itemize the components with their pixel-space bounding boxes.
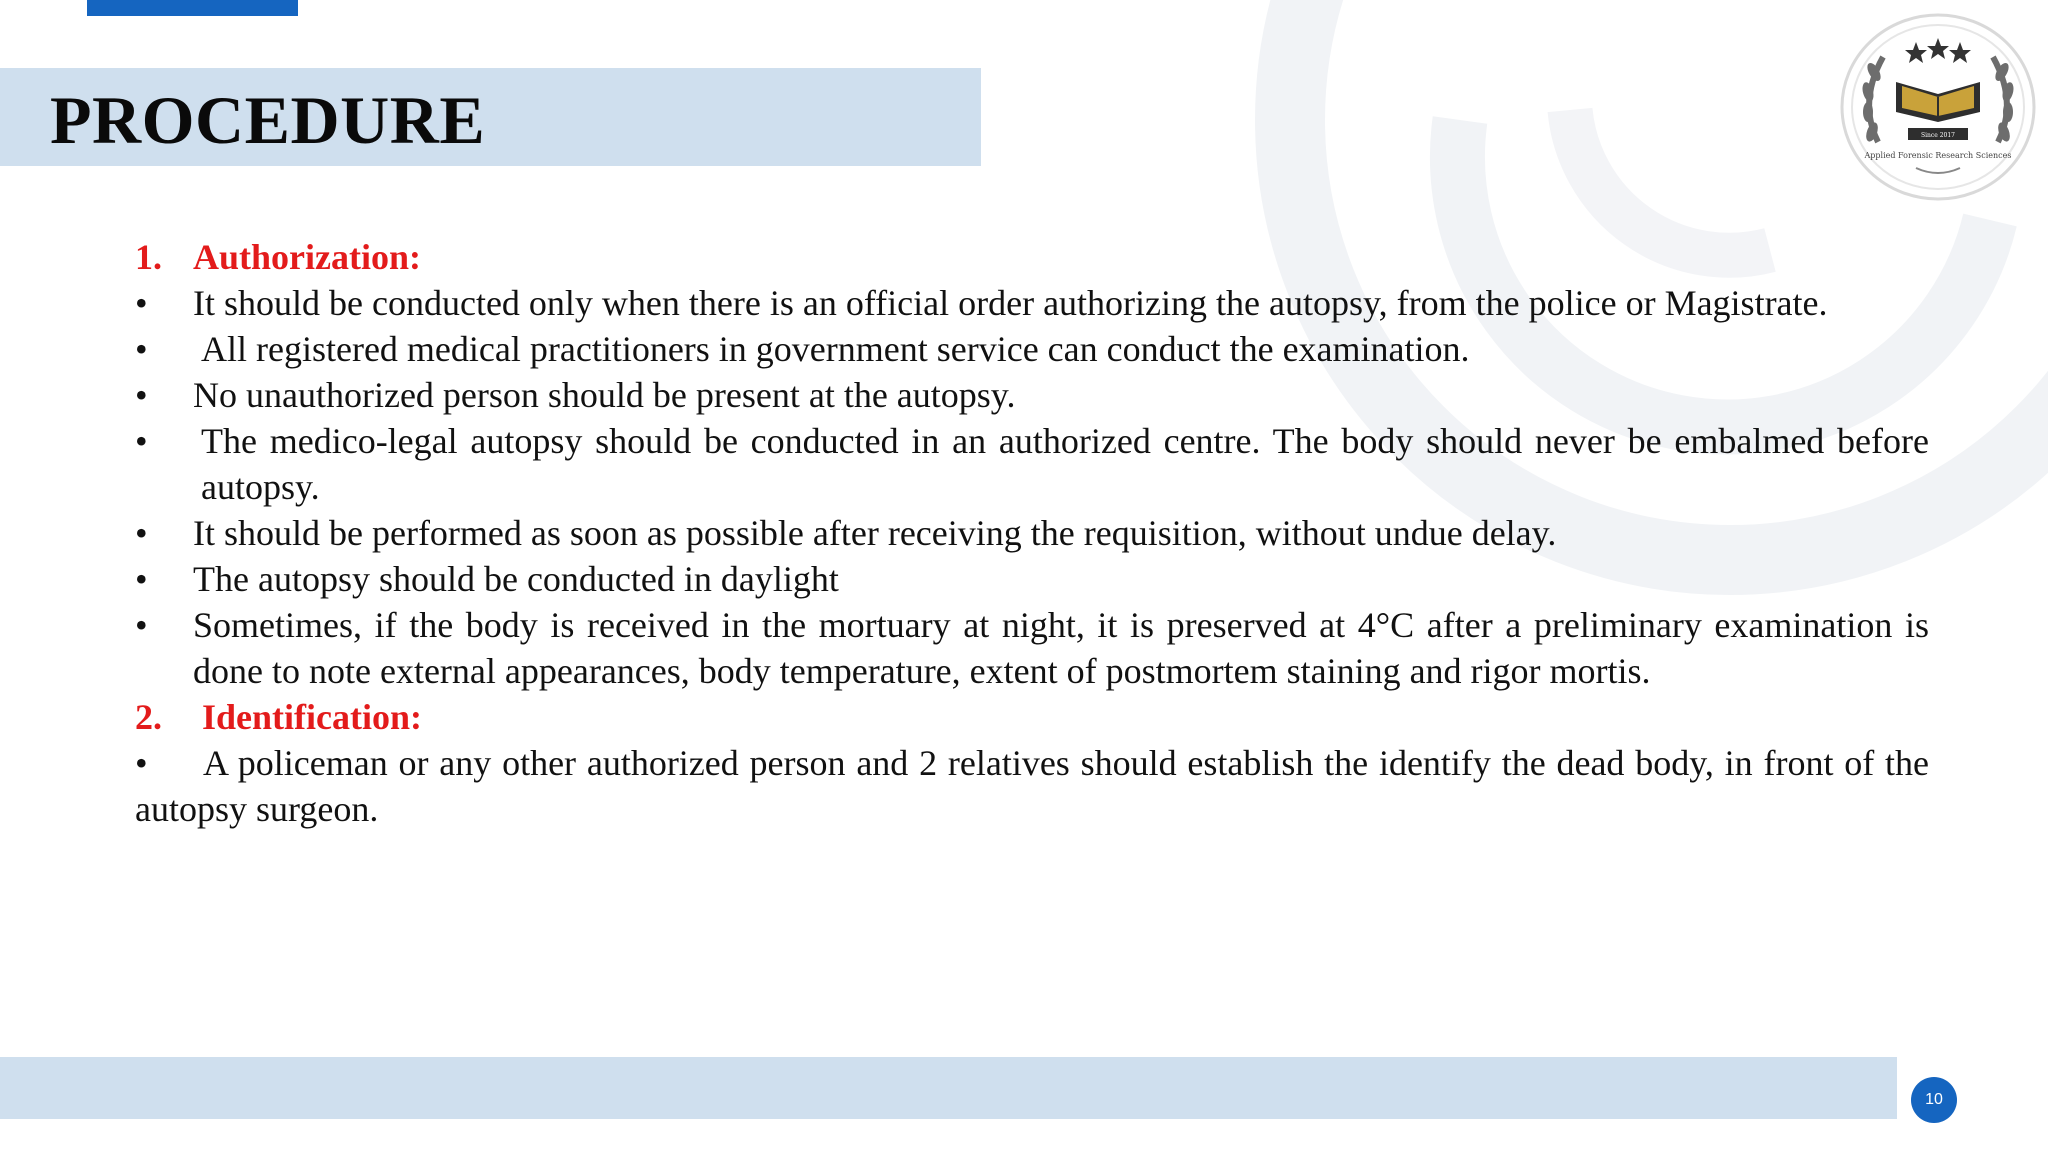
procedure-content [135, 234, 1929, 832]
section-number: 1. [135, 237, 162, 277]
top-accent-bar [87, 0, 298, 16]
bullet-icon: • [135, 743, 148, 783]
bullet-icon: • [135, 605, 148, 645]
list-item [135, 418, 1929, 510]
list-item [135, 740, 1929, 832]
page-number-badge: 10 [1911, 1077, 1957, 1123]
bullet-icon: • [135, 559, 148, 599]
bullet-icon: • [135, 513, 148, 553]
list-item [135, 280, 1929, 326]
list-item [135, 326, 1929, 372]
list-item [135, 602, 1929, 694]
list-item-text: Sometimes, if the body is received in the mortuary at night, it is preserved at 4°C after a preliminary examination is done to note external appearances, body temperature, extent of postmortem staining and rigor mortis. [193, 605, 1929, 691]
section-heading-authorization [135, 234, 1929, 280]
section-heading-identification [135, 694, 1929, 740]
list-item-text: The medico-legal autopsy should be conducted in an authorized centre. The body should never be embalmed before autopsy. [201, 421, 1929, 507]
list-item-text: All registered medical practitioners in government service can conduct the examination. [201, 329, 1470, 369]
footer-band [0, 1057, 1897, 1119]
section-heading-text: Authorization: [193, 237, 421, 277]
section-number: 2. [135, 697, 162, 737]
list-item [135, 510, 1929, 556]
bullet-icon: • [135, 375, 148, 415]
section-heading-text: Identification: [202, 697, 422, 737]
list-item [135, 556, 1929, 602]
bullet-icon: • [135, 283, 148, 323]
academy-logo-icon [1838, 12, 2038, 202]
list-item-text: It should be conducted only when there is an official order authorizing the autopsy, from the police or Magistrate. [193, 283, 1828, 323]
list-item-text: A policeman or any other authorized person and 2 relatives should establish the identify the dead body, in front of the autopsy surgeon. [135, 743, 1929, 829]
bullet-icon: • [135, 421, 148, 461]
bullet-icon: • [135, 329, 148, 369]
list-item-text: No unauthorized person should be present at the autopsy. [193, 375, 1016, 415]
list-item-text: It should be performed as soon as possible after receiving the requisition, without undue delay. [193, 513, 1557, 553]
logo-since-text: Since 2017 [1921, 132, 1955, 139]
list-item-text: The autopsy should be conducted in daylight [193, 559, 839, 599]
slide-title: PROCEDURE [50, 82, 486, 158]
logo-name-text: Applied Forensic Research Sciences [1864, 151, 2012, 160]
list-item [135, 372, 1929, 418]
